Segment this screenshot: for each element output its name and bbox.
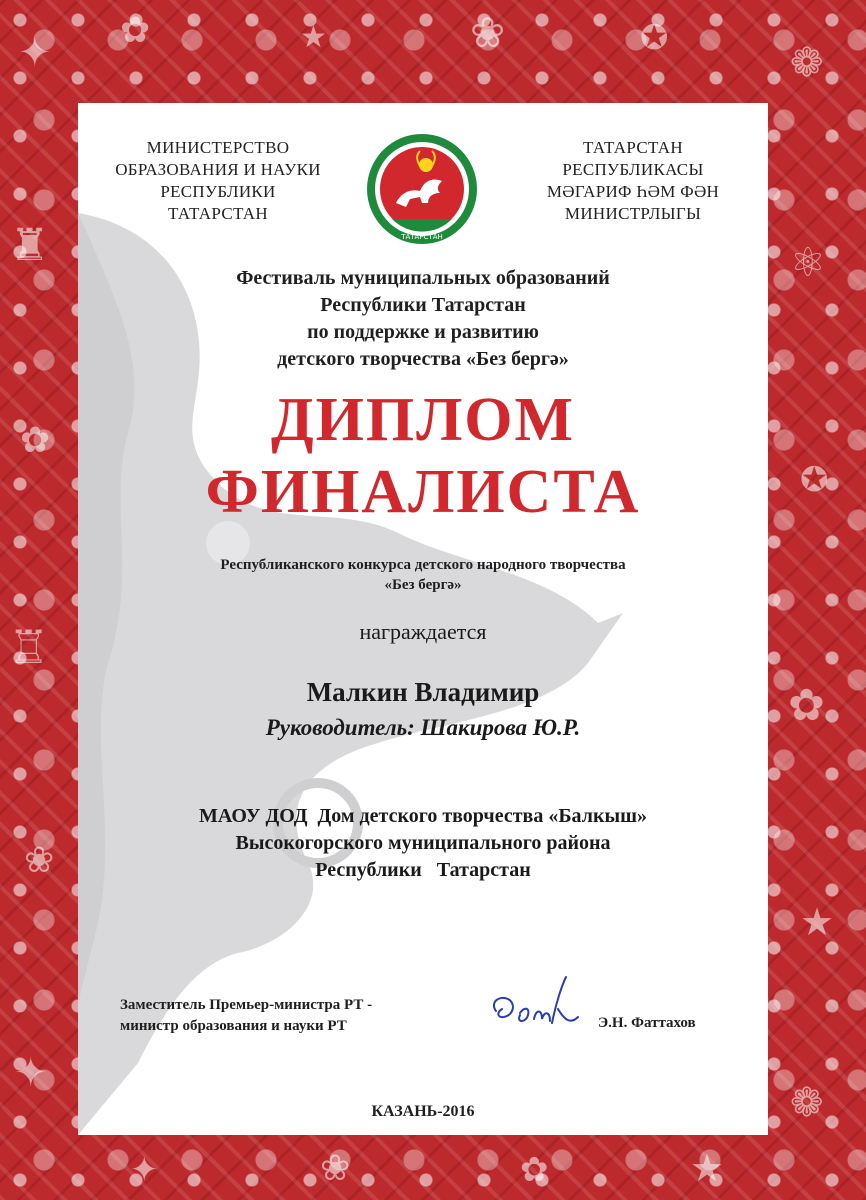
place-and-year: КАЗАНЬ-2016	[371, 1103, 475, 1120]
contest-name	[78, 555, 768, 595]
awarded-label: награждается	[359, 619, 487, 644]
ministry-tt-line: РЕСПУБЛИКАСЫ	[562, 160, 704, 179]
organization-line: Республики Татарстан	[315, 859, 531, 881]
contest-line: Республиканского конкурса детского народного творчества	[220, 557, 626, 573]
organization-line: МАОУ ДОД Дом детского творчества «Балкыш»	[199, 805, 647, 827]
tatarstan-coat-of-arms-icon	[362, 131, 482, 247]
festival-line: Республики Татарстан	[320, 294, 526, 316]
diploma-title-line2: ФИНАЛИСТА	[205, 458, 641, 526]
ministry-name-russian	[88, 137, 348, 225]
signatory-title	[120, 995, 480, 1037]
signatory-title-line: министр образования и науки РТ	[120, 1018, 347, 1034]
signatory-name: Э.Н. Фаттахов	[598, 1015, 696, 1031]
ministry-ru-line: ОБРАЗОВАНИЯ И НАУКИ	[115, 160, 321, 179]
signatory-title-line: Заместитель Премьер-министра РТ -	[120, 997, 373, 1013]
recipient-name: Малкин Владимир	[306, 677, 540, 707]
ministry-ru-line: МИНИСТЕРСТВО	[146, 138, 290, 157]
ministry-ru-line: ТАТАРСТАН	[168, 204, 268, 223]
contest-line: «Без бергә»	[384, 577, 462, 593]
ministry-tt-line: МӘГАРИФ ҺӘМ ФӘН	[546, 182, 720, 201]
diploma-title-line1: ДИПЛОМ	[270, 386, 576, 454]
ministry-tt-line: ТАТАРСТАН	[583, 138, 683, 157]
festival-line: детского творчества «Без бергә»	[277, 348, 569, 370]
emblem-label: ТАТАРСТАН	[401, 233, 443, 241]
handwritten-signature-icon	[486, 973, 596, 1043]
organization-line: Высокогорского муниципального района	[235, 832, 611, 854]
ministry-tt-line: МИНИСТРЛЫГЫ	[564, 204, 702, 223]
supervisor-name: Руководитель: Шакирова Ю.Р.	[265, 715, 581, 740]
diploma-sheet	[78, 103, 768, 1135]
ministry-ru-line: РЕСПУБЛИКИ	[160, 182, 276, 201]
ministry-name-tatar	[503, 137, 763, 225]
festival-line: Фестиваль муниципальных образований	[236, 267, 610, 289]
organization-name	[78, 803, 768, 884]
festival-name	[78, 265, 768, 373]
frame-ornaments: ✦ ✿ ★ ❀ ✪ ❁ ♜ ✿ ♖ ❀ ✦ ⚛ ✪ ✿ ★ ❁ ✦ ❀ ✿ ★	[8, 8, 835, 1190]
festival-line: по поддержке и развитию	[307, 321, 539, 343]
